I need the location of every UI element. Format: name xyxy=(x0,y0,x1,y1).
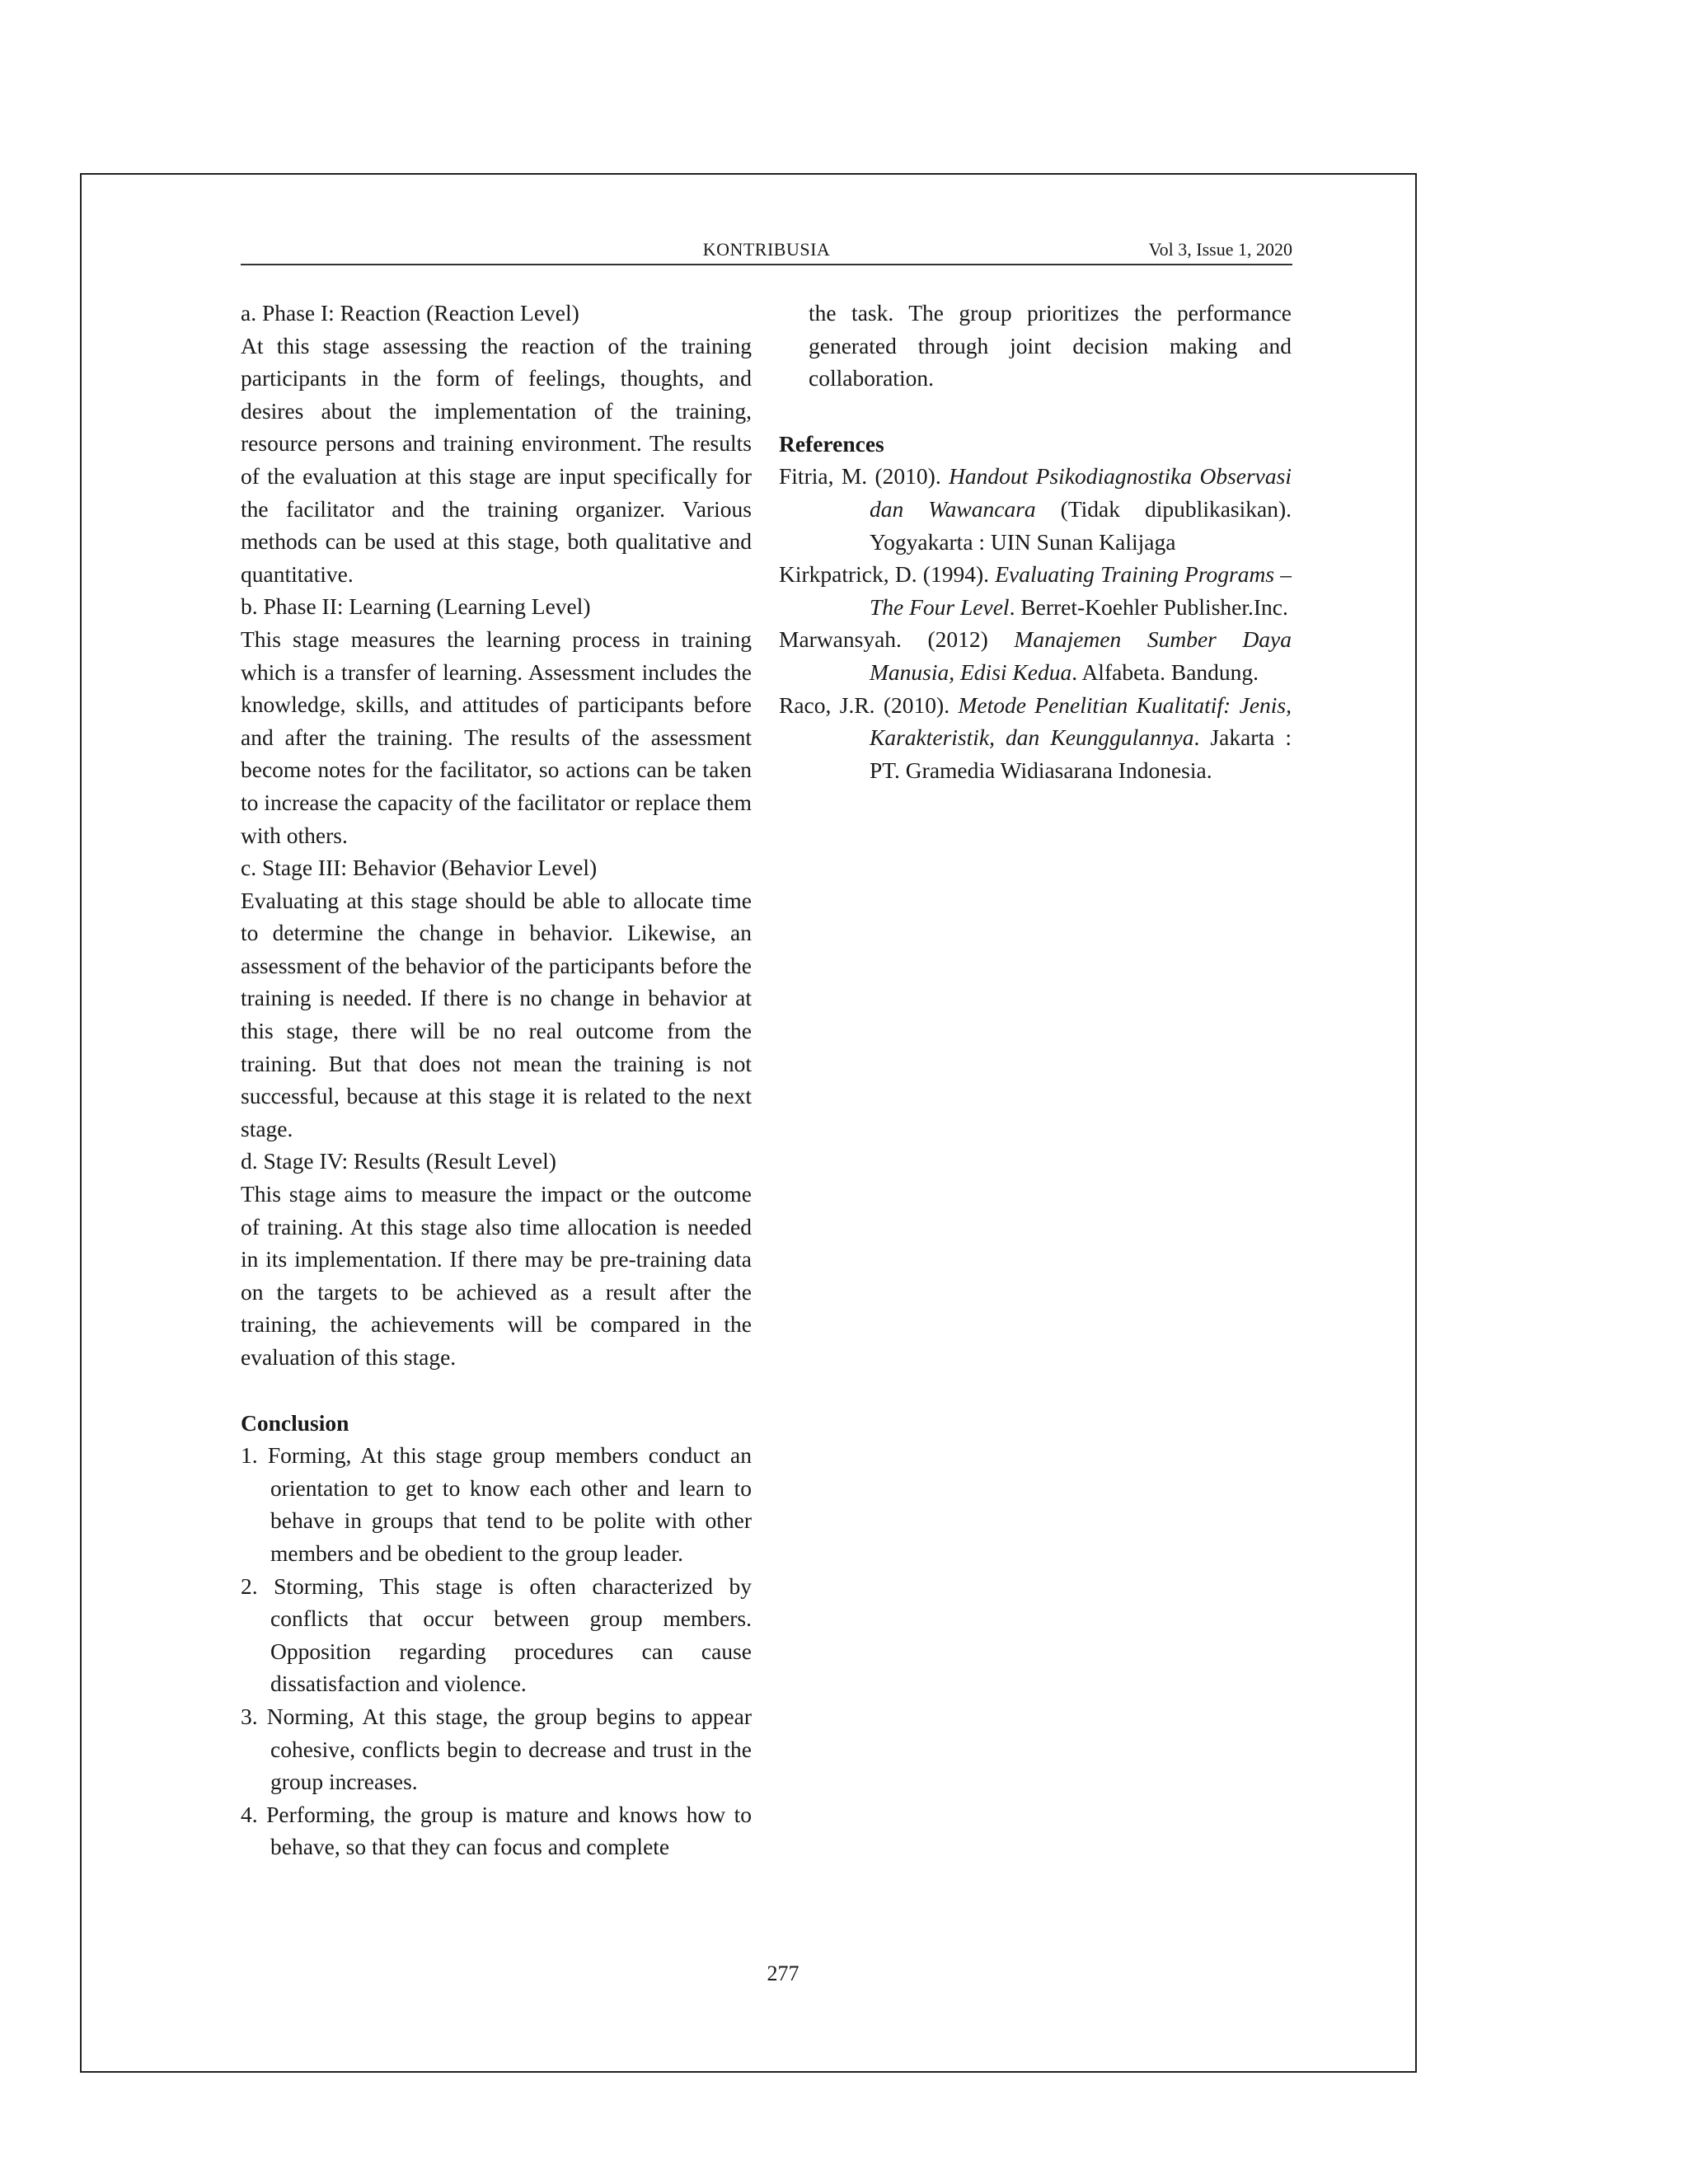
conclusion-list xyxy=(241,1439,752,1863)
phase2-text: This stage measures the learning process in training which is a transfer of learning. Assessment includes the knowledge, skills, and attitudes of participants before and after the training. The results of the assessment become notes for the facilitator, so actions can be taken to increase the capacity of the facilitator or replace them with others. xyxy=(241,626,752,848)
stage3-title: c. Stage III: Behavior (Behavior Level) xyxy=(241,855,598,881)
running-header xyxy=(241,239,1292,265)
stage4-title: d. Stage IV: Results (Result Level) xyxy=(241,1148,556,1174)
left-column xyxy=(241,297,752,1863)
journal-name: KONTRIBUSIA xyxy=(702,239,831,260)
reference-entry: Fitria, M. (2010). Handout Psikodiagnostika Observasi dan Wawancara (Tidak dipublikasikan). Yogyakarta : UIN Sunan Kalijaga xyxy=(779,463,1292,555)
phase1-text: At this stage assessing the reaction of the training participants in the form of feelings, thoughts, and desires about the implementation of the training, resource persons and training environment. The results of the evaluation at this stage are input specifically for the facilitator and the training organizer. Various methods can be used at this stage, both qualitative and quantitative. xyxy=(241,332,752,587)
conclusion-item: 4. Performing, the group is mature and knows how to behave, so that they can focus and complete xyxy=(241,1801,752,1860)
conclusion-item: 2. Storming, This stage is often characterized by conflicts that occur between group members. Opposition regarding procedures can cause dissatisfaction and violence. xyxy=(241,1572,752,1697)
stage4-text: This stage aims to measure the impact or the outcome of training. At this stage also time allocation is needed in its implementation. If there may be pre-training data on the targets to be achieved as a result after the training, the achievements will be compared in the evaluation of this stage. xyxy=(241,1181,752,1370)
phase1-title: a. Phase I: Reaction (Reaction Level) xyxy=(241,300,579,326)
conclusion-item: 3. Norming, At this stage, the group begins to appear cohesive, conflicts begin to decrease and trust in the group increases. xyxy=(241,1703,752,1795)
reference-entry: Marwansyah. (2012) Manajemen Sumber Daya Manusia, Edisi Kedua. Alfabeta. Bandung. xyxy=(779,626,1292,685)
continuation-text: the task. The group prioritizes the performance generated through joint decision making and collaboration. xyxy=(809,300,1292,391)
reference-entry: Raco, J.R. (2010). Metode Penelitian Kualitatif: Jenis, Karakteristik, dan Keunggulannya. Jakarta : PT. Gramedia Widiasarana Indonesia. xyxy=(779,691,1292,783)
stage3-text: Evaluating at this stage should be able to allocate time to determine the change in behavior. Likewise, an assessment of the behavior of the participants before the training is needed. If there is no change in behavior at this stage, there will be no real outcome from the training. But that does not mean the training is not successful, because at this stage it is related to the next stage. xyxy=(241,887,752,1141)
page-number: 277 xyxy=(767,1961,799,1985)
references-heading: References xyxy=(779,430,884,457)
conclusion-heading: Conclusion xyxy=(241,1409,349,1436)
reference-entry: Kirkpatrick, D. (1994). Evaluating Training Programs – The Four Level. Berret-Koehler Publisher.Inc. xyxy=(779,561,1292,620)
conclusion-item: 1. Forming, At this stage group members conduct an orientation to get to know each other and learn to behave in groups that tend to be polite with other members and be obedient to the group leader. xyxy=(241,1442,752,1566)
right-column xyxy=(779,297,1292,786)
phase2-title: b. Phase II: Learning (Learning Level) xyxy=(241,593,591,620)
issue-info: Vol 3, Issue 1, 2020 xyxy=(1148,239,1292,260)
